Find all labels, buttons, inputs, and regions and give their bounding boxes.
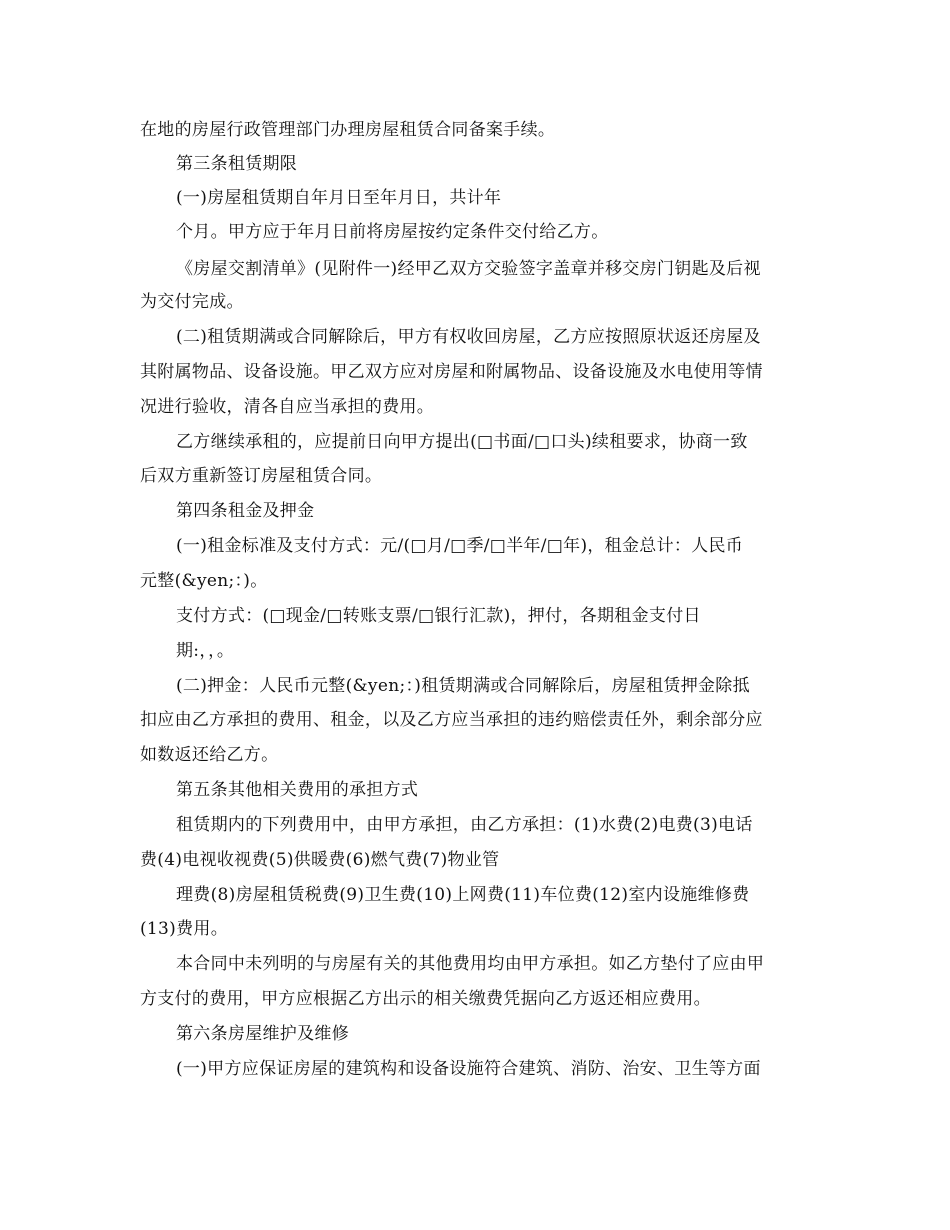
text-line-7: (二)租赁期满或合同解除后，甲方有权收回房屋，乙方应按照原状返还房屋及 bbox=[176, 327, 761, 347]
section-heading-5: 第五条其他相关费用的承担方式 bbox=[176, 780, 419, 800]
text-line-1: 在地的房屋行政管理部门办理房屋租赁合同备案手续。 bbox=[140, 120, 556, 140]
text-line-6: 为交付完成。 bbox=[140, 292, 244, 312]
text-line-23: 理费(8)房屋租赁税费(9)卫生费(10)上网费(11)车位费(12)室内设施维修费 bbox=[176, 885, 750, 905]
text-line-28: (一)甲方应保证房屋的建筑构和设备设施符合建筑、消防、治安、卫生等方面 bbox=[176, 1059, 761, 1079]
text-line-25: 本合同中未列明的与房屋有关的其他费用均由甲方承担。如乙方垫付了应由甲 bbox=[176, 954, 765, 974]
text-line-10: 乙方继续承租的，应提前日向甲方提出(□书面/□口头)续租要求，协商一致 bbox=[176, 432, 748, 452]
text-line-3: (一)房屋租赁期自年月日至年月日，共计年 bbox=[176, 188, 502, 208]
text-line-8: 其附属物品、设备设施。甲乙双方应对房屋和附属物品、设备设施及水电使用等情 bbox=[140, 362, 763, 382]
text-line-4: 个月。甲方应于年月日前将房屋按约定条件交付给乙方。 bbox=[176, 222, 609, 242]
text-line-16: 期:，，。 bbox=[176, 641, 235, 661]
text-line-17: (二)押金：人民币元整(&yen;：)租赁期满或合同解除后，房屋租赁押金除抵 bbox=[176, 676, 750, 696]
text-line-11: 后双方重新签订房屋租赁合同。 bbox=[140, 466, 383, 486]
text-line-13: (一)租金标准及支付方式：元/(□月/□季/□半年/□年)，租金总计：人民币 bbox=[176, 536, 744, 556]
text-line-15: 支付方式：(□现金/□转账支票/□银行汇款)，押付，各期租金支付日 bbox=[176, 606, 701, 626]
text-line-26: 方支付的费用，甲方应根据乙方出示的相关缴费凭据向乙方返还相应费用。 bbox=[140, 989, 711, 1009]
text-line-18: 扣应由乙方承担的费用、租金，以及乙方应当承担的违约赔偿责任外，剩余部分应 bbox=[140, 710, 763, 730]
text-line-24: (13)费用。 bbox=[140, 919, 228, 939]
section-heading-3: 第三条租赁期限 bbox=[176, 154, 298, 174]
text-line-14: 元整(&yen;：)。 bbox=[140, 571, 268, 591]
text-line-22: 费(4)电视收视费(5)供暖费(6)燃气费(7)物业管 bbox=[140, 850, 500, 870]
text-line-9: 况进行验收，清各自应当承担的费用。 bbox=[140, 397, 435, 417]
text-line-5: 《房屋交割清单》(见附件一)经甲乙双方交验签字盖章并移交房门钥匙及后视 bbox=[176, 259, 761, 279]
section-heading-6: 第六条房屋维护及维修 bbox=[176, 1024, 349, 1044]
text-line-19: 如数返还给乙方。 bbox=[140, 745, 279, 765]
text-line-21: 租赁期内的下列费用中，由甲方承担，由乙方承担：(1)水费(2)电费(3)电话 bbox=[176, 815, 753, 835]
section-heading-4: 第四条租金及押金 bbox=[176, 501, 315, 521]
